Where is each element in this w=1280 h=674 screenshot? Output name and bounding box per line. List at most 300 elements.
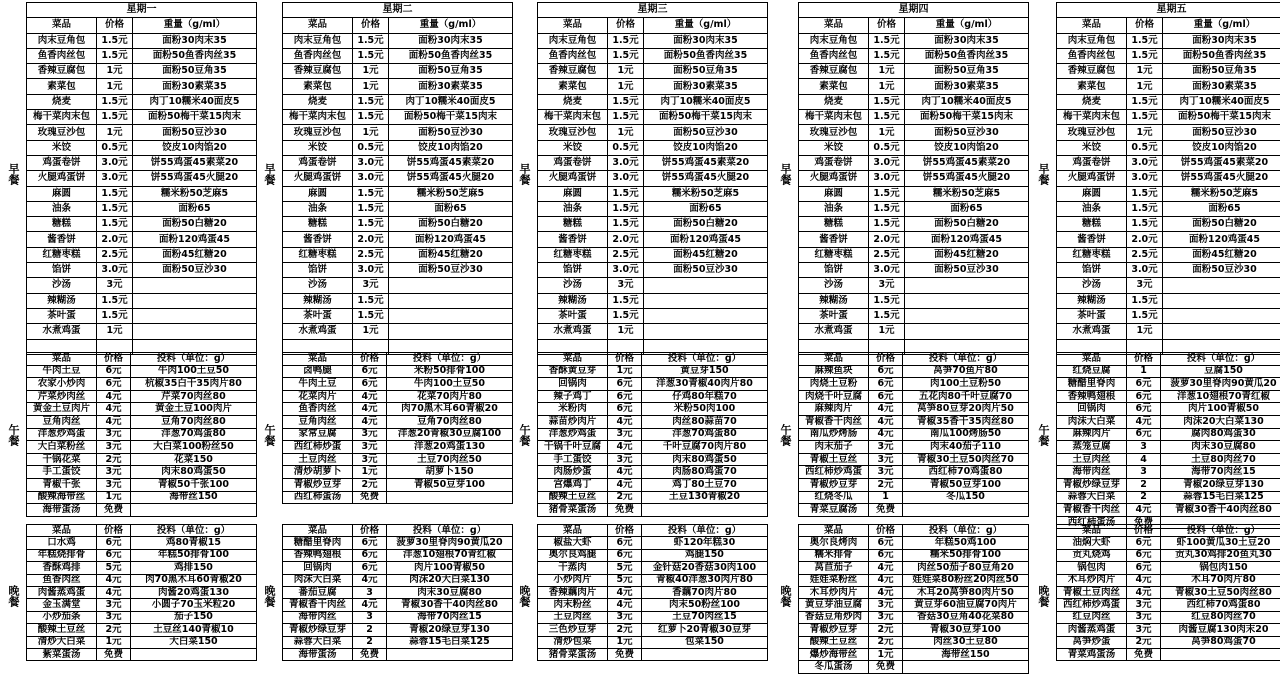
cell-price: 1元 [97, 636, 131, 648]
cell-amount: 米粉50排骨100 [387, 365, 513, 378]
cell-price: 4元 [97, 390, 131, 403]
table-row [799, 125, 1029, 140]
cell-dish: 肉末豆角包 [538, 33, 608, 48]
cell-dish: 番茄豆腐 [283, 586, 353, 598]
cell-price: 3 [353, 611, 387, 623]
cell-price: 1元 [1127, 79, 1163, 94]
cell-dish: 酱香饼 [1057, 232, 1127, 247]
table-row [283, 365, 513, 378]
lunch-panel-day-4 [772, 352, 1022, 517]
cell-amount: 大白菜100粉丝50 [131, 441, 257, 454]
cell-price: 2元 [869, 478, 903, 491]
cell-price: 3元 [608, 278, 644, 293]
cell-price: 0.5元 [869, 140, 905, 155]
cell-price: 1.5元 [97, 186, 133, 201]
table-row [27, 390, 257, 403]
table-row [283, 125, 513, 140]
cell-dish: 西红柿蛋汤 [283, 491, 353, 504]
cell-amount: 土豆70肉丝50 [387, 453, 513, 466]
cell-dish: 米饺 [1057, 140, 1127, 155]
cell-price: 2.5元 [353, 247, 389, 262]
table-row [1057, 453, 1280, 466]
table-row [799, 140, 1029, 155]
cell-price: 3.0元 [1127, 155, 1163, 170]
table-row [27, 247, 257, 262]
cell-dish: 红糖枣糕 [799, 247, 869, 262]
header-dish: 菜品 [538, 353, 608, 366]
header-amount: 投料（单位：g） [1161, 525, 1280, 537]
cell-price: 4元 [608, 478, 642, 491]
cell-amount: 冬瓜150 [903, 491, 1029, 504]
cell-price: 1元 [353, 466, 387, 479]
table-row [1057, 599, 1280, 611]
cell-dish: 莴笋炒蛋 [1057, 636, 1127, 648]
cell-dish: 鱼香肉丝包 [1057, 48, 1127, 63]
cell-amount [905, 278, 1029, 293]
cell-dish: 西红柿炒鸡蛋 [799, 466, 869, 479]
cell-amount: 海带70肉丝15 [1161, 466, 1280, 479]
table-row [538, 648, 768, 660]
table-row [1057, 171, 1280, 186]
cell-price: 6元 [1127, 562, 1161, 574]
cell-dish: 茶叶蛋 [283, 308, 353, 323]
cell-amount: 青椒50千张100 [131, 478, 257, 491]
cell-price: 3元 [97, 599, 131, 611]
cell-amount: 豆角70肉丝80 [131, 415, 257, 428]
header-dish: 菜品 [1057, 525, 1127, 537]
cell-dish: 干蒸肉 [538, 562, 608, 574]
cell-amount: 面粉50梅干菜15肉末 [133, 110, 257, 125]
cell-price: 1.5元 [353, 110, 389, 125]
cell-amount: 肉70黑木耳60青椒20 [387, 403, 513, 416]
cell-amount: 洋葱20鸡蛋130 [387, 441, 513, 454]
cell-price: 1.5元 [97, 201, 133, 216]
cell-amount: 杭椒35白干35肉片80 [131, 378, 257, 391]
cell-dish: 玫瑰豆沙包 [538, 125, 608, 140]
cell-price: 6元 [869, 378, 903, 391]
cell-amount: 洋葱20青椒30豆腐100 [387, 428, 513, 441]
cell-price: 2元 [608, 624, 642, 636]
cell-dish: 肉肠炒蛋 [538, 466, 608, 479]
cell-price: 1.5元 [353, 48, 389, 63]
cell-dish: 糖糕 [283, 217, 353, 232]
header-price: 价格 [353, 18, 389, 33]
cell-amount: 面粉65 [389, 201, 513, 216]
cell-amount [387, 648, 513, 660]
cell-dish: 南瓜炒烤肠 [799, 428, 869, 441]
cell-price: 0.5元 [608, 140, 644, 155]
table-row [538, 390, 768, 403]
table-row [1057, 232, 1280, 247]
cell-amount: 青椒50豆芽100 [903, 478, 1029, 491]
cell-dish: 红糖枣糕 [27, 247, 97, 262]
cell-price: 3元 [353, 278, 389, 293]
cell-price: 2.0元 [608, 232, 644, 247]
cell-price: 3元 [869, 599, 903, 611]
cell-price: 1元 [353, 79, 389, 94]
cell-amount: 菠萝30里脊肉90黄瓜20 [1161, 378, 1280, 391]
cell-price: 6元 [608, 537, 642, 549]
cell-dish: 糯米排骨 [799, 549, 869, 561]
table-row [799, 537, 1029, 549]
cell-amount: 面粉45红糖20 [133, 247, 257, 262]
cell-price: 1.5元 [1127, 48, 1163, 63]
cell-amount [642, 504, 768, 517]
cell-price: 3 [1127, 466, 1161, 479]
cell-price: 4元 [608, 441, 642, 454]
cell-dish: 茶叶蛋 [27, 308, 97, 323]
cell-dish: 水煮鸡蛋 [283, 324, 353, 339]
cell-price: 1元 [608, 636, 642, 648]
cell-price: 1元 [608, 64, 644, 79]
cell-price: 2 [1127, 478, 1161, 491]
cell-dish: 卤鸭腿 [283, 365, 353, 378]
cell-dish: 肉酱蒸鸡蛋 [27, 586, 97, 598]
table-row [27, 466, 257, 479]
cell-price: 1.5元 [97, 48, 133, 63]
column-header-row [1057, 353, 1280, 366]
table-row [799, 217, 1029, 232]
table-row [538, 562, 768, 574]
cell-amount: 肉100土豆粉50 [903, 378, 1029, 391]
cell-price: 2.5元 [97, 247, 133, 262]
cell-amount: 肉末30豆腐80 [1161, 441, 1280, 454]
cell-price: 3.0元 [353, 263, 389, 278]
cell-amount [133, 324, 257, 339]
table-row [799, 64, 1029, 79]
column-header-row [1057, 525, 1280, 537]
cell-price: 6元 [1127, 428, 1161, 441]
meal-label: 午餐 [0, 352, 26, 517]
cell-amount [389, 308, 513, 323]
cell-price: 3.0元 [608, 263, 644, 278]
cell-dish: 西红柿炒蛋 [283, 441, 353, 454]
table-row [799, 562, 1029, 574]
cell-dish: 青椒香干肉丝 [283, 599, 353, 611]
table-row [538, 466, 768, 479]
meal-label: 晚餐 [1030, 524, 1056, 667]
table-row [799, 278, 1029, 293]
cell-dish: 茶叶蛋 [1057, 308, 1127, 323]
dinner-panel-day-5 [1030, 524, 1280, 667]
cell-price: 1.5元 [353, 94, 389, 109]
cell-amount: 土豆70肉丝15 [642, 611, 768, 623]
header-amount: 投料（单位：g） [387, 525, 513, 537]
table-row [27, 624, 257, 636]
cell-price: 3元 [97, 611, 131, 623]
cell-price: 1.5元 [608, 110, 644, 125]
cell-price: 1.5元 [1127, 201, 1163, 216]
table-row [283, 64, 513, 79]
table-row [799, 232, 1029, 247]
cell-amount: 饺皮10肉馅20 [1163, 140, 1280, 155]
cell-amount [1163, 308, 1280, 323]
cell-amount: 香藕70肉片80 [642, 586, 768, 598]
lunch-table [537, 352, 768, 517]
cell-dish: 猪骨菜蛋汤 [538, 504, 608, 517]
meal-label: 早餐 [511, 2, 537, 345]
cell-dish: 辣子鸡丁 [538, 390, 608, 403]
cell-price: 1元 [869, 64, 905, 79]
header-amount: 投料（单位：g） [642, 525, 768, 537]
table-row [283, 648, 513, 660]
cell-amount [1163, 324, 1280, 339]
cell-amount: 饼55鸡蛋45素菜20 [1163, 155, 1280, 170]
cell-amount: 面粉65 [644, 201, 768, 216]
table-row [27, 33, 257, 48]
table-row [283, 48, 513, 63]
table-row [538, 491, 768, 504]
dinner-panel-day-1 [0, 524, 250, 667]
table-row [283, 217, 513, 232]
cell-amount: 面粉50鱼香肉丝35 [133, 48, 257, 63]
cell-price: 0.5元 [1127, 140, 1163, 155]
cell-dish: 酸辣海带丝 [27, 491, 97, 504]
table-row [27, 415, 257, 428]
table-row [283, 140, 513, 155]
cell-amount: 面粉45红糖20 [905, 247, 1029, 262]
cell-price: 1 [1127, 365, 1161, 378]
cell-amount: 饺皮10肉馅20 [905, 140, 1029, 155]
cell-amount: 仔鸡80年糕70 [642, 390, 768, 403]
cell-price: 2.5元 [869, 247, 905, 262]
meal-label: 晚餐 [0, 524, 26, 667]
column-header-row [283, 18, 513, 33]
table-row [27, 171, 257, 186]
table-row [283, 636, 513, 648]
cell-dish: 水煮鸡蛋 [799, 324, 869, 339]
header-dish: 菜品 [799, 525, 869, 537]
cell-amount [131, 504, 257, 517]
cell-dish: 糖糕 [27, 217, 97, 232]
table-row [283, 293, 513, 308]
cell-dish: 肉末豆角包 [27, 33, 97, 48]
cell-amount [389, 324, 513, 339]
table-row [27, 478, 257, 491]
cell-dish: 肉沫大白菜 [1057, 415, 1127, 428]
cell-price: 3.0元 [1127, 171, 1163, 186]
table-row [27, 636, 257, 648]
cell-dish: 烧麦 [283, 94, 353, 109]
cell-dish: 酱香饼 [538, 232, 608, 247]
table-row [27, 278, 257, 293]
cell-price: 6元 [1127, 403, 1161, 416]
cell-price: 4元 [353, 390, 387, 403]
cell-price: 1.5元 [608, 94, 644, 109]
cell-price: 1.5元 [97, 308, 133, 323]
table-row [799, 611, 1029, 623]
cell-dish: 回锅肉 [283, 562, 353, 574]
cell-price: 2.5元 [1127, 247, 1163, 262]
cell-amount [1163, 278, 1280, 293]
table-row [799, 403, 1029, 416]
cell-price: 4元 [608, 586, 642, 598]
cell-dish: 青椒炒豆芽 [799, 624, 869, 636]
table-row [538, 33, 768, 48]
cell-dish: 莴苣茄子 [799, 562, 869, 574]
header-dish: 菜品 [1057, 353, 1127, 366]
cell-price: 4元 [1127, 586, 1161, 598]
cell-price: 1元 [97, 79, 133, 94]
cell-amount: 面粉65 [133, 201, 257, 216]
table-row [27, 324, 257, 339]
cell-price: 3元 [869, 278, 905, 293]
table-row [799, 308, 1029, 323]
cell-price: 1.5元 [608, 308, 644, 323]
cell-amount: 莴笋70鱼片80 [903, 365, 1029, 378]
cell-price: 6元 [97, 537, 131, 549]
cell-amount [1161, 648, 1280, 660]
cell-price: 4元 [97, 586, 131, 598]
cell-price: 6元 [353, 537, 387, 549]
cell-amount: 牛肉100土豆50 [131, 365, 257, 378]
table-row [27, 232, 257, 247]
cell-price: 1.5元 [353, 308, 389, 323]
cell-amount: 面粉30肉末35 [133, 33, 257, 48]
cell-price: 1.5元 [353, 293, 389, 308]
cell-amount: 面粉30肉末35 [389, 33, 513, 48]
column-header-row [538, 353, 768, 366]
cell-dish: 青椒土豆肉丝 [1057, 586, 1127, 598]
cell-dish: 木耳炒肉片 [1057, 574, 1127, 586]
table-row [799, 466, 1029, 479]
cell-amount: 肉末80鸡蛋50 [131, 466, 257, 479]
cell-amount: 面粉30素菜35 [389, 79, 513, 94]
header-price: 价格 [97, 525, 131, 537]
cell-amount [133, 293, 257, 308]
cell-price: 4 [1127, 453, 1161, 466]
cell-amount: 肉丁10糯米40面皮5 [644, 94, 768, 109]
cell-price: 2.0元 [869, 232, 905, 247]
day-header-row [1057, 3, 1280, 18]
cell-amount: 海带70肉丝15 [387, 611, 513, 623]
cell-amount: 贡丸30鸡排20鱼丸30 [1161, 549, 1280, 561]
cell-dish: 茶叶蛋 [538, 308, 608, 323]
table-row [283, 324, 513, 339]
meal-label: 午餐 [511, 352, 537, 517]
cell-dish: 洋葱炒鸡蛋 [538, 428, 608, 441]
cell-dish: 馅饼 [27, 263, 97, 278]
breakfast-panel-day-1 [0, 2, 250, 345]
table-row [1057, 217, 1280, 232]
meal-label: 晚餐 [256, 524, 282, 667]
cell-dish: 红豆肉丝 [1057, 611, 1127, 623]
table-row [283, 186, 513, 201]
column-header-row [27, 525, 257, 537]
cell-amount: 面粉30素菜35 [1163, 79, 1280, 94]
table-row [799, 415, 1029, 428]
table-row [27, 441, 257, 454]
cell-amount: 面粉50白糖20 [389, 217, 513, 232]
cell-price: 1.5元 [97, 217, 133, 232]
cell-price: 免费 [869, 504, 903, 517]
day-header-row [799, 3, 1029, 18]
table-row [799, 491, 1029, 504]
cell-dish: 青椒土豆丝 [799, 453, 869, 466]
day-header-row [27, 3, 257, 18]
cell-price: 免费 [608, 504, 642, 517]
cell-amount: 面粉30肉末35 [1163, 33, 1280, 48]
cell-price: 2.0元 [97, 232, 133, 247]
table-row [283, 155, 513, 170]
table-row [1057, 33, 1280, 48]
cell-price: 3元 [869, 441, 903, 454]
table-row [27, 504, 257, 517]
meal-label: 午餐 [772, 352, 798, 517]
table-row [283, 537, 513, 549]
cell-amount: 鸡丁80土豆70 [642, 478, 768, 491]
table-row [283, 263, 513, 278]
cell-amount: 面粉30素菜35 [133, 79, 257, 94]
meal-label: 晚餐 [772, 524, 798, 667]
cell-amount: 五花肉80千叶豆腐70 [903, 390, 1029, 403]
cell-price: 6元 [869, 537, 903, 549]
cell-amount: 鸡排150 [131, 562, 257, 574]
cell-dish: 油条 [799, 201, 869, 216]
cell-amount: 肉丝50茄子80豆角20 [903, 562, 1029, 574]
table-row [538, 293, 768, 308]
header-dish: 菜品 [283, 525, 353, 537]
table-row [538, 636, 768, 648]
cell-dish: 油条 [538, 201, 608, 216]
cell-price: 免费 [97, 504, 131, 517]
cell-price: 4元 [869, 562, 903, 574]
table-row [1057, 478, 1280, 491]
table-row [283, 441, 513, 454]
cell-amount: 肉末30豆腐80 [387, 586, 513, 598]
cell-price: 6元 [1127, 549, 1161, 561]
cell-dish: 水煮鸡蛋 [27, 324, 97, 339]
table-row [799, 599, 1029, 611]
cell-amount: 青椒40洋葱30肉片80 [642, 574, 768, 586]
cell-price: 3元 [1127, 599, 1161, 611]
table-row [27, 549, 257, 561]
meal-label: 午餐 [256, 352, 282, 517]
cell-dish: 青椒炒绿豆芽 [283, 624, 353, 636]
table-row [538, 125, 768, 140]
cell-price: 3.0元 [608, 171, 644, 186]
cell-dish: 玫瑰豆沙包 [283, 125, 353, 140]
table-row [799, 201, 1029, 216]
cell-dish: 辣糊汤 [1057, 293, 1127, 308]
cell-dish: 肉末茄子 [799, 441, 869, 454]
cell-dish: 素菜包 [1057, 79, 1127, 94]
cell-amount: 面粉45红糖20 [644, 247, 768, 262]
cell-price: 6元 [608, 390, 642, 403]
table-row [1057, 48, 1280, 63]
cell-amount: 饼55鸡蛋45火腿20 [644, 171, 768, 186]
cell-dish: 清炒胡萝卜 [283, 466, 353, 479]
cell-price: 1.5元 [353, 217, 389, 232]
table-row [283, 308, 513, 323]
cell-dish: 糖糕 [1057, 217, 1127, 232]
cell-amount: 面粉50鱼香肉丝35 [389, 48, 513, 63]
cell-amount: 豆腐150 [1161, 365, 1280, 378]
cell-dish: 糖糕 [538, 217, 608, 232]
cell-amount: 肉片100青椒50 [387, 562, 513, 574]
table-row [1057, 263, 1280, 278]
cell-price: 4元 [608, 466, 642, 479]
cell-dish: 辣糊汤 [799, 293, 869, 308]
table-row [538, 378, 768, 391]
cell-amount: 西红柿70鸡蛋80 [1161, 599, 1280, 611]
lunch-table [798, 352, 1029, 517]
table-row [1057, 428, 1280, 441]
table-row [1057, 415, 1280, 428]
cell-price: 6元 [97, 549, 131, 561]
cell-dish: 香辣豆腐包 [283, 64, 353, 79]
column-header-row [799, 525, 1029, 537]
